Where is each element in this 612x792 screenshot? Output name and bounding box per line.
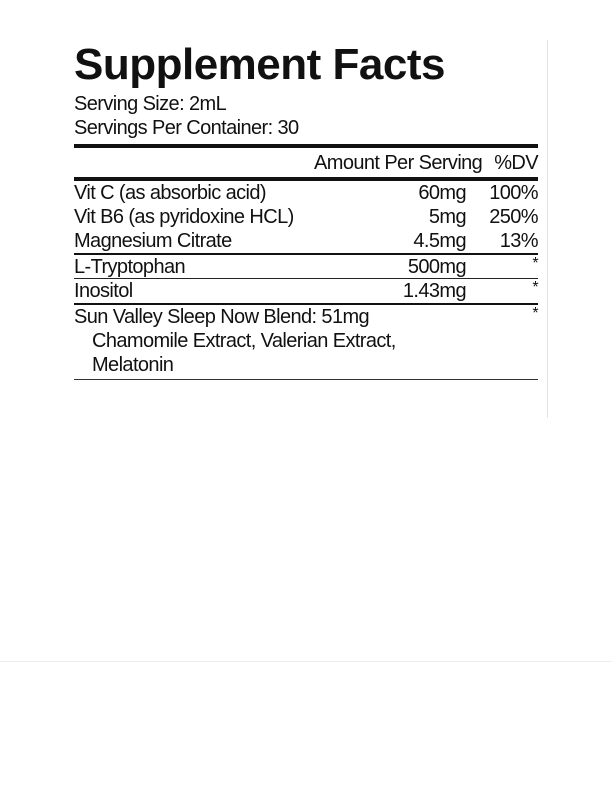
nutrient-amount: 60mg <box>418 182 466 204</box>
column-header <box>74 148 538 177</box>
ingredient-row <box>74 279 538 303</box>
page-divider <box>0 661 612 662</box>
ingredient-name: L-Tryptophan <box>74 256 186 278</box>
supplement-facts-panel <box>74 40 538 380</box>
ingredient-row <box>74 255 538 279</box>
blend-ingredients-line: Melatonin <box>92 354 174 376</box>
ingredient-amount: 1.43mg <box>402 280 466 302</box>
dv-not-established: * <box>532 255 538 272</box>
nutrient-name: Magnesium Citrate <box>74 230 232 252</box>
nutrient-amount: 4.5mg <box>413 230 466 252</box>
bottom-divider <box>74 379 538 380</box>
nutrient-row <box>74 205 538 229</box>
ingredient-name: Inositol <box>74 280 133 302</box>
blend-row <box>74 305 538 329</box>
dv-not-established: * <box>532 305 538 322</box>
nutrient-dv: 250% <box>489 206 538 228</box>
blend-ingredients-line: Chamomile Extract, Valerian Extract, <box>92 330 396 352</box>
serving-info <box>74 90 538 140</box>
panel-title: Supplement Facts <box>74 40 445 89</box>
nutrient-name: Vit C (as absorbic acid) <box>74 182 266 204</box>
serving-size: Serving Size: 2mL <box>74 93 227 115</box>
nutrient-row <box>74 181 538 205</box>
blend-name: Sun Valley Sleep Now Blend: 51mg <box>74 306 370 328</box>
nutrient-dv: 13% <box>499 230 538 252</box>
dv-not-established: * <box>532 279 538 296</box>
amount-per-serving-header: Amount Per Serving <box>314 151 483 174</box>
servings-per-container: Servings Per Container: 30 <box>74 117 299 139</box>
dv-header: %DV <box>494 151 538 174</box>
nutrient-dv: 100% <box>489 182 538 204</box>
nutrient-amount: 5mg <box>428 206 466 228</box>
ingredient-amount: 500mg <box>407 256 466 278</box>
nutrient-row <box>74 229 538 253</box>
panel-right-border <box>547 40 548 418</box>
nutrient-name: Vit B6 (as pyridoxine HCL) <box>74 206 294 228</box>
